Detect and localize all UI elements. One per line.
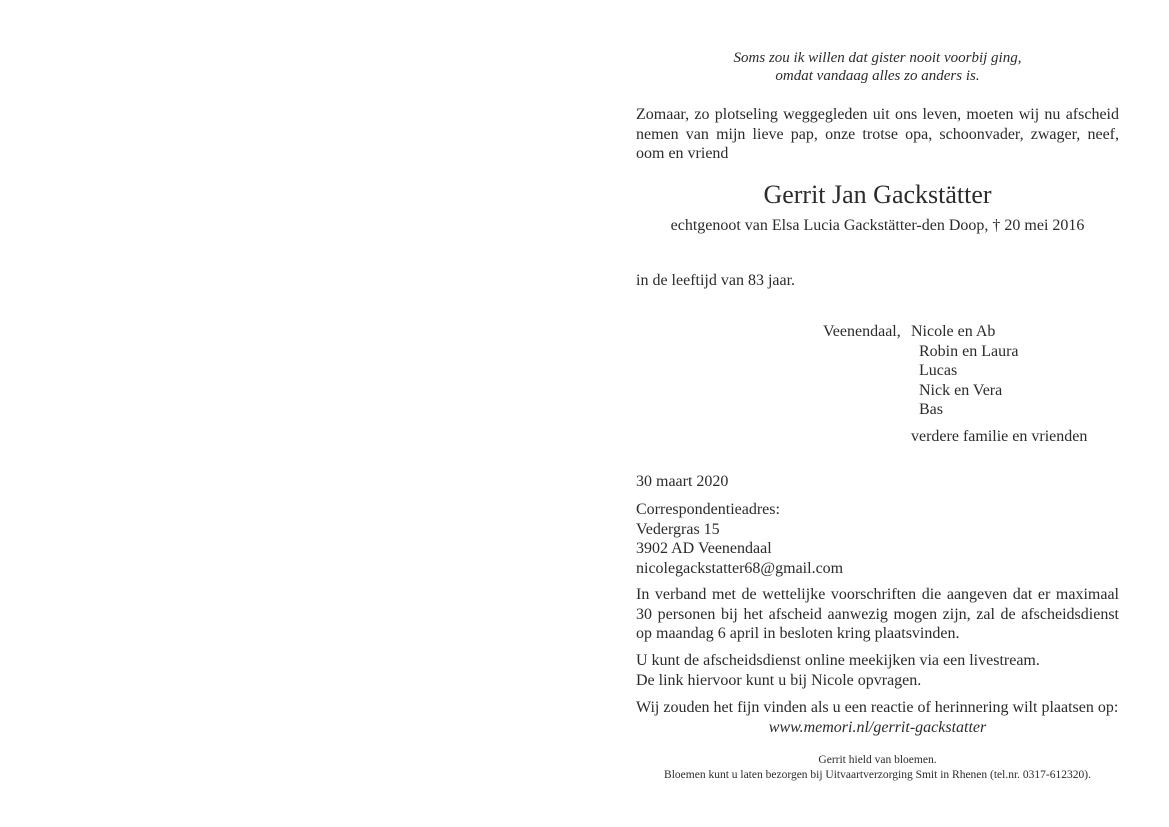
- family-member: Lucas: [919, 362, 958, 379]
- correspondence-street: Vedergras 15: [636, 520, 720, 538]
- family-member: Nick en Vera: [919, 381, 1003, 399]
- memori-notice: [636, 698, 1119, 737]
- notice-date: 30 maart 2020: [636, 473, 729, 490]
- flowers-footer: [636, 753, 1119, 783]
- family-members: [911, 322, 1019, 420]
- family-member: Nicole en Ab: [911, 323, 996, 340]
- memori-link[interactable]: www.memori.nl/gerrit-gackstatter: [768, 718, 987, 736]
- rules-notice: In verband met de wettelijke voorschriften die aangeven dat er maximaal 30 personen bij het afscheid aanwezig mogen zijn, zal de afscheidsdienst op maandag 6 april in besloten kring plaatsvinden.: [636, 586, 1119, 642]
- family-member: Bas: [919, 401, 943, 418]
- footer-line-1: Gerrit hield van bloemen.: [818, 754, 937, 766]
- quote-line-2: omdat vandaag alles zo anders is.: [775, 68, 980, 84]
- footer-line-2: Bloemen kunt u laten bezorgen bij Uitvaartverzorging Smit in Rhenen (tel.nr. 0317-612320).: [664, 769, 1091, 781]
- correspondence-city: 3902 AD Veenendaal: [636, 540, 772, 557]
- intro-paragraph: Zomaar, zo plotseling weggegleden uit ons leven, moeten wij nu afscheid nemen van mijn lieve pap, onze trotse opa, schoonvader, zwager, neef, oom en vriend: [636, 106, 1119, 162]
- age-line: in de leeftijd van 83 jaar.: [636, 272, 796, 289]
- family-place: Veenendaal,: [823, 323, 901, 340]
- correspondence-label: Correspondentieadres:: [636, 501, 780, 518]
- memori-text: Wij zouden het fijn vinden als u een reactie of herinnering wilt plaatsen op:: [636, 699, 1119, 716]
- deceased-name: Gerrit Jan Gackstätter: [763, 180, 992, 209]
- correspondence-block: [636, 500, 1119, 578]
- extended-family: verdere familie en vrienden: [911, 428, 1088, 445]
- family-member: Robin en Laura: [919, 342, 1019, 360]
- livestream-notice: [636, 651, 1119, 690]
- livestream-line-2: De link hiervoor kunt u bij Nicole opvragen.: [636, 671, 922, 689]
- spouse-line: echtgenoot van Elsa Lucia Gackstätter-den Doop, † 20 mei 2016: [670, 217, 1085, 234]
- quote-line-1: Soms zou ik willen dat gister nooit voorbij ging,: [733, 50, 1022, 66]
- opening-quote: [636, 49, 1119, 85]
- correspondence-email: nicolegackstatter68@gmail.com: [636, 559, 844, 577]
- livestream-line-1: U kunt de afscheidsdienst online meekijken via een livestream.: [636, 652, 1040, 669]
